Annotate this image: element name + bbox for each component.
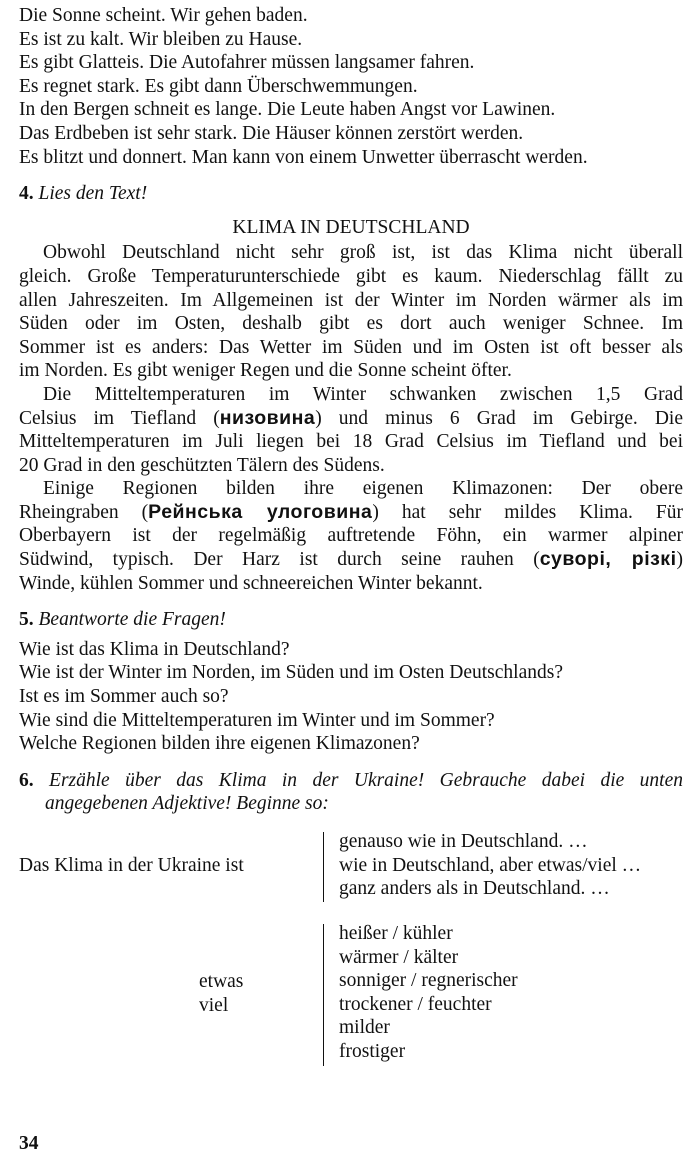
sentence-line: Das Erdbeben ist sehr stark. Die Häuser können zerstört werden.	[19, 122, 524, 144]
text-segment: Rheingraben (	[19, 501, 149, 523]
text-line: Süden oder im Osten, deshalb gibt es dort auch weniger Schnee. Im	[19, 313, 683, 335]
text-line	[19, 548, 683, 572]
text-segment: )	[676, 549, 683, 571]
text-line	[19, 501, 683, 525]
task-6-heading	[19, 769, 683, 816]
table-divider	[323, 832, 324, 902]
text-line: Obwohl Deutschland nicht sehr groß ist, ist das Klima nicht überall	[43, 242, 683, 264]
example-sentences	[19, 4, 683, 169]
table-option: frostiger	[339, 1040, 406, 1062]
text-segment: ) und minus 6 Grad im Gebirge. Die	[315, 407, 683, 429]
text-title: KLIMA IN DEUTSCHLAND	[232, 216, 470, 238]
sentence-line: Es ist zu kalt. Wir bleiben zu Hause.	[19, 28, 303, 50]
paragraph-2	[19, 383, 683, 477]
textbook-page	[19, 4, 683, 1068]
table-option: sonniger / regnerischer	[339, 970, 518, 992]
paragraph-1	[19, 241, 683, 383]
question-item: Wie sind die Mitteltemperaturen im Winter und im Sommer?	[19, 709, 495, 731]
text-line: Winde, kühlen Sommer und schneereichen Winter bekannt.	[19, 572, 483, 594]
phrase-table-2	[19, 922, 683, 1068]
sentence-line: Die Sonne scheint. Wir gehen baden.	[19, 5, 308, 26]
task-number: 5.	[19, 609, 34, 631]
question-item: Wie ist der Winter im Norden, im Süden und im Osten Deutschlands?	[19, 662, 563, 684]
translation-gloss: Рейнська улоговина	[148, 500, 373, 523]
question-list	[19, 638, 683, 756]
paragraph-3	[19, 477, 683, 595]
text-segment: Südwind, typisch. Der Harz ist durch seine rauhen (	[19, 549, 540, 571]
task-instruction: Erzähle über das Klima in der Ukraine! Gebrauche dabei die unten	[49, 769, 684, 791]
sentence-line: In den Bergen schneit es lange. Die Leute haben Angst vor Lawinen.	[19, 99, 556, 121]
sentence-line: Es blitzt und donnert. Man kann von einem Unwetter überrascht werden.	[19, 146, 588, 168]
table-left-label: etwas	[199, 971, 244, 992]
table-divider	[323, 924, 324, 1066]
table-option: trockener / feuchter	[339, 993, 492, 1015]
translation-gloss: суворі, різкі	[539, 548, 677, 571]
text-line: gleich. Große Temperaturunterschiede gibt es kaum. Niederschlag fällt zu	[19, 265, 683, 287]
sentence-line: Es regnet stark. Es gibt dann Überschwemmungen.	[19, 75, 418, 97]
table-option: genauso wie in Deutschland. …	[339, 831, 588, 852]
question-item: Wie ist das Klima in Deutschland?	[19, 638, 290, 660]
question-item: Welche Regionen bilden ihre eigenen Klimazonen?	[19, 733, 420, 755]
text-line: Sommer ist es anders: Das Wetter im Süden und im Osten ist oft besser als	[19, 336, 683, 358]
text-segment: ) hat sehr mildes Klima. Für	[372, 501, 683, 523]
table-option: heißer / kühler	[339, 923, 453, 944]
table-left-column	[199, 970, 243, 1017]
task-instruction-line: angegebenen Adjektive! Beginne so:	[45, 793, 329, 815]
text-line: Oberbayern ist der regelmäßig auftretende Föhn, ein warmer alpiner	[19, 525, 683, 547]
table-option: wie in Deutschland, aber etwas/viel …	[339, 854, 642, 876]
table-option: ganz anders als in Deutschland. …	[339, 878, 610, 900]
task-number: 6.	[19, 769, 34, 791]
text-line: im Norden. Es gibt weniger Regen und die Sonne scheint öfter.	[19, 360, 512, 382]
task-instruction: Lies den Text!	[38, 183, 148, 205]
table-left-label: viel	[199, 994, 229, 1016]
task-5-heading	[19, 608, 683, 632]
task-instruction: Beantworte die Fragen!	[38, 609, 226, 631]
question-item: Ist es im Sommer auch so?	[19, 686, 229, 708]
table-option: milder	[339, 1017, 390, 1039]
text-line: Die Mitteltemperaturen im Winter schwanken zwischen 1,5 Grad	[43, 383, 683, 405]
translation-gloss: низовина	[219, 406, 316, 429]
table-left-label: Das Klima in der Ukraine ist	[19, 855, 244, 876]
text-line: Einige Regionen bilden ihre eigenen Klimazonen: Der obere	[43, 478, 683, 500]
text-segment: Celsius im Tiefland (	[19, 407, 220, 429]
phrase-table-1	[19, 830, 683, 904]
table-right-column	[339, 830, 641, 901]
task-4-heading	[19, 182, 683, 206]
text-line: Mitteltemperaturen im Juli liegen bei 18 Grad Celsius im Tiefland und bei	[19, 431, 683, 453]
text-line	[19, 407, 683, 431]
task-number: 4.	[19, 183, 34, 205]
text-line: allen Jahreszeiten. Im Allgemeinen ist der Winter im Norden wärmer als im	[19, 289, 683, 311]
sentence-line: Es gibt Glatteis. Die Autofahrer müssen langsamer fahren.	[19, 52, 475, 74]
page-number: 34	[19, 1133, 39, 1154]
table-right-column	[339, 922, 518, 1064]
text-line: 20 Grad in den geschützten Tälern des Südens.	[19, 454, 385, 476]
table-option: wärmer / kälter	[339, 946, 459, 968]
task-instruction-line	[19, 769, 683, 793]
